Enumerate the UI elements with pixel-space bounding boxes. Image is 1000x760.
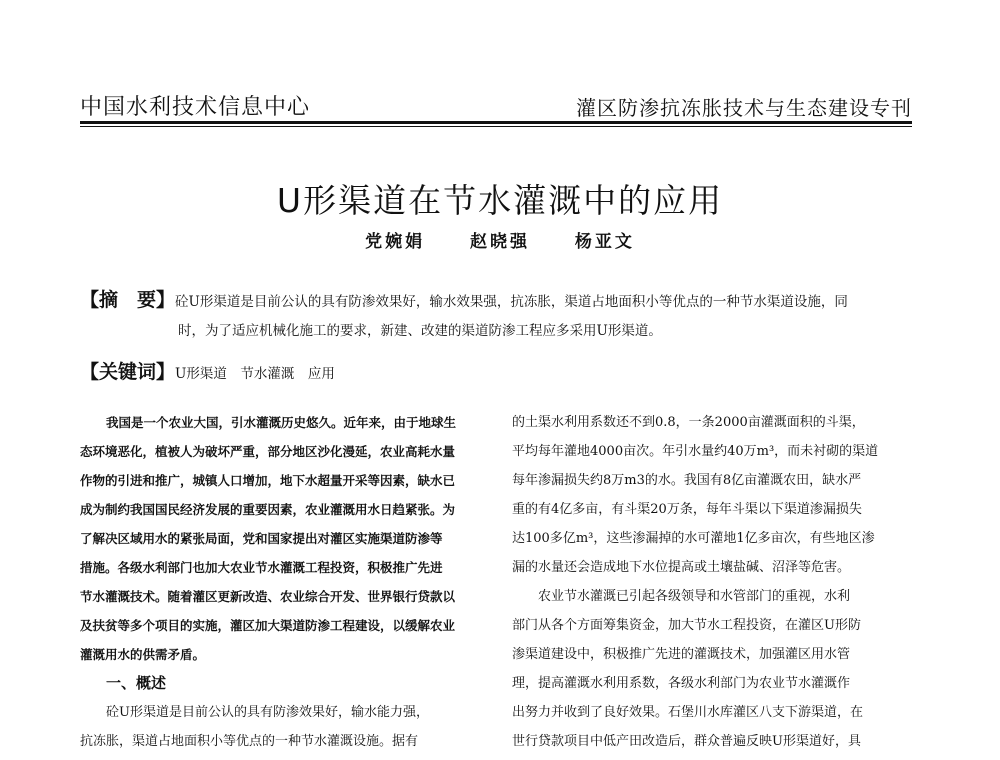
text-line: 我国是一个农业大国，引水灌溉历史悠久。近年来，由于地球生 (106, 415, 457, 430)
text-line: 农业节水灌溉已引起各级领导和水管部门的重视，水利 (538, 589, 851, 604)
section-heading: 一、概述 (106, 674, 167, 692)
text-line: 成为制约我国国民经济发展的重要因素，农业灌溉用水日趋紧张。为 (80, 502, 456, 517)
header-rule-thick (80, 121, 912, 124)
text-line: 理，提高灌溉水利用系数，各级水利部门为农业节水灌溉作 (512, 676, 851, 691)
text-line: 灌溉用水的供需矛盾。 (80, 647, 206, 662)
text-line: 态环境恶化，植被人为破坏严重，部分地区沙化漫延，农业高耗水量 (80, 444, 456, 459)
author: 赵晓强 (470, 232, 530, 252)
keywords (80, 357, 912, 384)
text-line: 的土渠水利用系数还不到0.8，一条2000亩灌溉面积的斗渠， (512, 415, 865, 430)
keywords-text: U形渠道 节水灌溉 应用 (175, 366, 335, 382)
text-line: 措施。各级水利部门也加大农业节水灌溉工程投资，积极推广先进 (80, 560, 443, 575)
body-paragraph (512, 582, 912, 756)
text-line: 了解决区域用水的紧张局面，党和国家提出对灌区实施渠道防渗等 (80, 531, 443, 546)
text-line: 砼U形渠道是目前公认的具有防渗效果好，输水能力强， (106, 705, 429, 720)
abstract-line (80, 288, 912, 314)
text-line: 部门从各个方面筹集资金，加大节水工程投资，在灌区U形防 (512, 618, 861, 633)
text-line: 平均每年灌地4000亩次。年引水量约40万m³，而未衬砌的渠道 (512, 444, 879, 459)
text-line: 漏的水量还会造成地下水位提高或土壤盐碱、沼泽等危害。 (512, 560, 851, 575)
text-line: 达100多亿m³，这些渗漏掉的水可灌地1亿多亩次，有些地区渗 (512, 531, 875, 546)
body-paragraph (512, 408, 912, 582)
text-line: 及扶贫等多个项目的实施，灌区加大渠道防渗工程建设，以缓解农业 (80, 618, 456, 633)
overview-paragraph (80, 698, 480, 756)
abstract-line: 时，为了适应机械化施工的要求，新建、改建的渠道防渗工程应多采用U形渠道。 (178, 323, 662, 339)
abstract-text: 砼U形渠道是目前公认的具有防渗效果好，输水效果强，抗冻胀，渠道占地面积小等优点的一种节水渠道设施，同 (175, 294, 848, 310)
right-column (512, 408, 912, 756)
author: 杨亚文 (574, 232, 635, 252)
text-line: 作物的引进和推广，城镇人口增加，地下水超量开采等因素，缺水已 (80, 473, 456, 488)
text-line: 重的有4亿多亩，有斗渠20万条，每年斗渠以下渠道渗漏损失 (512, 502, 862, 517)
text-line: 世行贷款项目中低产田改造后，群众普遍反映U形渠道好，具 (512, 734, 861, 749)
intro-paragraph (80, 408, 480, 669)
journal-header (80, 88, 912, 122)
journal-name: 中国水利技术信息中心 (80, 95, 311, 120)
text-line: 抗冻胀，渠道占地面积小等优点的一种节水灌溉设施。据有 (80, 734, 419, 749)
author-list (0, 227, 1000, 252)
article-title: U形渠道在节水灌溉中的应用 (276, 181, 724, 220)
abstract (80, 288, 912, 343)
text-line: 出努力并收到了良好效果。石堡川水库灌区八支下游渠道，在 (512, 705, 864, 720)
text-line: 渗渠道建设中，积极推广先进的灌溉技术，加强灌区用水管 (512, 647, 851, 662)
abstract-tag: 【摘 要】 (80, 289, 176, 311)
left-column (80, 408, 480, 756)
header-rule-thin (80, 126, 912, 127)
author: 党婉娟 (365, 232, 426, 252)
keywords-tag: 【关键词】 (80, 361, 176, 383)
text-line: 节水灌溉技术。随着灌区更新改造、农业综合开发、世界银行贷款以 (80, 589, 456, 604)
special-issue-title: 灌区防渗抗冻胀技术与生态建设专刊 (576, 96, 912, 120)
text-line: 每年渗漏损失约8万m3的水。我国有8亿亩灌溉农田，缺水严 (512, 473, 862, 488)
